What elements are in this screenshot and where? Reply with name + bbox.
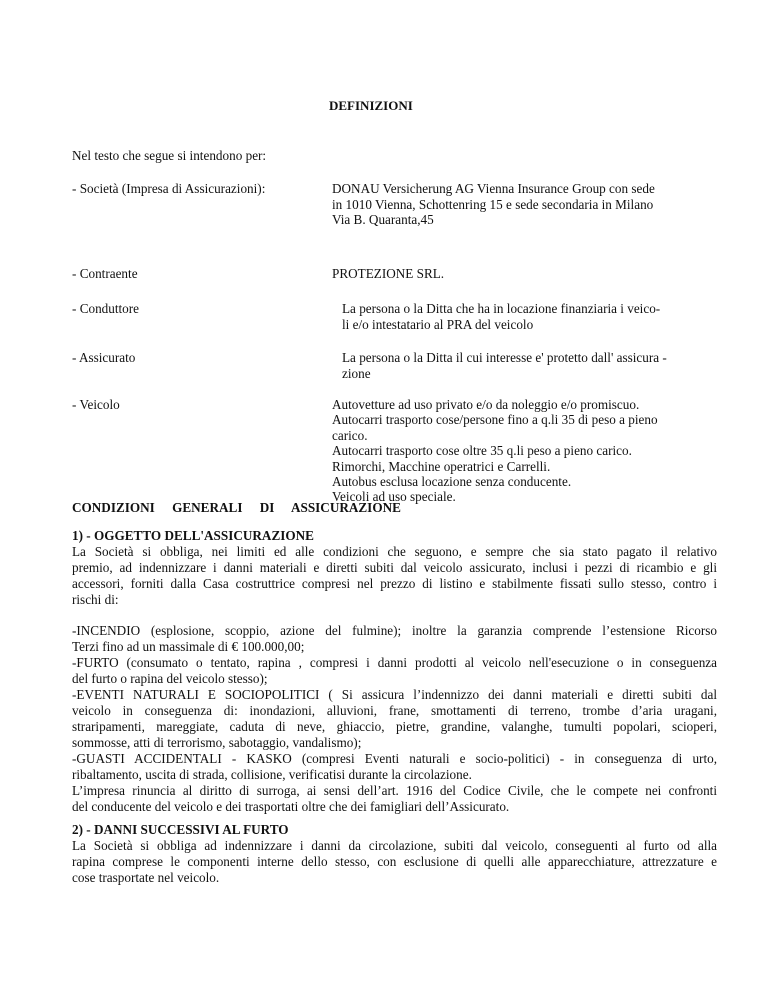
- paragraph-line: accessori, forniti dalla Casa costruttrice compresi nel prezzo di listino e stabilmente fissati sullo stesso, contro i: [72, 576, 717, 591]
- definition-line: La persona o la Ditta il cui interesse e' protetto dall' assicura -: [342, 350, 667, 365]
- definition-line: zione: [342, 365, 371, 381]
- definition-line: La persona o la Ditta che ha in locazione finanziaria i veico-: [342, 301, 661, 316]
- paragraph-line: rischi di:: [72, 592, 119, 607]
- definition-text-assicurato: [342, 350, 722, 381]
- general-conditions-heading: CONDIZIONI GENERALI DI ASSICURAZIONE: [72, 500, 401, 515]
- definition-line: Autocarri trasporto cose/persone fino a q.li 35 di peso a pieno: [332, 412, 658, 428]
- section-2-paragraph-1: [72, 838, 717, 886]
- paragraph-line: veicolo in conseguenza di: inondazioni, alluvioni, frane, smottamenti di terreno, trombe d’aria uragani,: [72, 703, 717, 718]
- definition-line: Autovetture ad uso privato e/o da noleggio e/o promiscuo.: [332, 397, 640, 412]
- paragraph-line: sommosse, atti di terrorismo, sabotaggio, vandalismo);: [72, 735, 362, 750]
- definition-text-conduttore: [342, 301, 722, 332]
- definition-line: Veicoli ad uso speciale.: [332, 489, 456, 505]
- section-2-heading: 2) - DANNI SUCCESSIVI AL FURTO: [72, 822, 289, 837]
- paragraph-line: La Società si obbliga ad indennizzare i danni da circolazione, subiti dal veicolo, conseguenti al furto od alla: [72, 838, 717, 853]
- paragraph-line: Terzi fino ad un massimale di € 100.000,00;: [72, 639, 305, 654]
- definition-text-societa: [332, 181, 712, 228]
- paragraph-line: rapina comprese le componenti interne dello stesso, con esclusione di quelli alle apparecchiature, attrezzature e: [72, 854, 717, 869]
- definition-term-societa: - Società (Impresa di Assicurazioni):: [72, 181, 266, 196]
- paragraph-line: -FURTO (consumato o tentato, rapina , compresi i danni prodotti al veicolo nell'esecuzione o in conseguenza: [72, 655, 717, 670]
- definition-line: DONAU Versicherung AG Vienna Insurance Group con sede: [332, 181, 655, 196]
- paragraph-line: -GUASTI ACCIDENTALI - KASKO (compresi Eventi naturali e socio-politici) - in conseguenza di urto,: [72, 751, 717, 766]
- section-1-paragraph-2: [72, 623, 717, 815]
- definition-text-contraente: [332, 266, 712, 282]
- definition-line: Autocarri trasporto cose oltre 35 q.li peso a pieno carico.: [332, 443, 632, 459]
- paragraph-line: -EVENTI NATURALI E SOCIOPOLITICI ( Si assicura l’indennizzo dei danni materiali e diretti subiti dal: [72, 687, 717, 702]
- paragraph-line: L’impresa rinuncia al diritto di surroga, ai sensi dell’art. 1916 del Codice Civile, che le compete nei confronti: [72, 783, 717, 798]
- paragraph-line: del furto o rapina del veicolo stesso);: [72, 671, 268, 686]
- paragraph-line: -INCENDIO (esplosione, scoppio, azione del fulmine); inoltre la garanzia comprende l’estensione Ricorso: [72, 623, 717, 638]
- definition-term-contraente: - Contraente: [72, 266, 138, 281]
- definition-line: Autobus esclusa locazione senza conducente.: [332, 474, 572, 490]
- intro-text: Nel testo che segue si intendono per:: [72, 148, 267, 163]
- paragraph-line: ribaltamento, uscita di strada, collisione, verificatisi durante la circolazione.: [72, 767, 472, 782]
- definition-line: carico.: [332, 427, 368, 443]
- paragraph-line: straripamenti, mareggiate, caduta di neve, ghiaccio, pietre, grandine, valanghe, tumulti popolari, scioperi,: [72, 719, 717, 734]
- section-1-paragraph-1: [72, 544, 717, 608]
- section-1: [72, 528, 717, 815]
- paragraph-line: cose trasportate nel veicolo.: [72, 870, 220, 885]
- definition-line: in 1010 Vienna, Schottenring 15 e sede secondaria in Milano: [332, 196, 654, 212]
- section-1-heading: 1) - OGGETTO DELL'ASSICURAZIONE: [72, 528, 314, 543]
- definition-text-veicolo: [332, 397, 712, 505]
- paragraph-line: premio, ad indennizzare i danni materiali e diretti subiti dal veicolo assicurato, inclusi i pezzi di ricambio e gli: [72, 560, 717, 575]
- definition-line: li e/o intestatario al PRA del veicolo: [342, 316, 534, 332]
- paragraph-line: La Società si obbliga, nei limiti ed alle condizioni che seguono, e sempre che sia stato pagato il relativo: [72, 544, 717, 559]
- definition-line: Rimorchi, Macchine operatrici e Carrelli.: [332, 458, 551, 474]
- definition-term-assicurato: - Assicurato: [72, 350, 136, 365]
- definition-term-conduttore: - Conduttore: [72, 301, 140, 316]
- section-2: [72, 822, 717, 886]
- page-title: DEFINIZIONI: [329, 98, 413, 113]
- definition-line: PROTEZIONE SRL.: [332, 266, 445, 281]
- paragraph-line: del conducente del veicolo e dei trasportati oltre che dei famigliari dell’Assicurato.: [72, 799, 510, 814]
- definition-line: Via B. Quaranta,45: [332, 212, 434, 227]
- definition-term-veicolo: - Veicolo: [72, 397, 120, 412]
